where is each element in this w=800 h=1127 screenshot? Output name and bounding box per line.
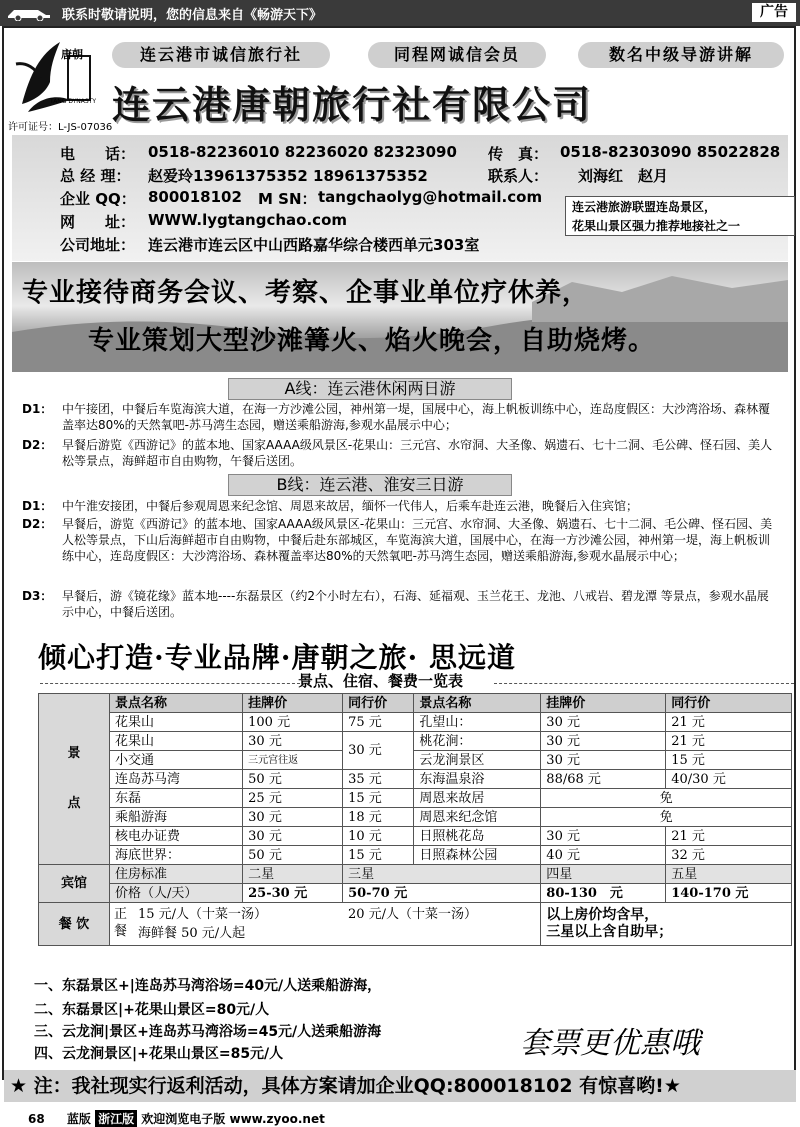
msn-label: M SN： xyxy=(258,190,317,208)
phone-value: 0518-82236010 82236020 82323090 xyxy=(148,143,457,161)
hotel-price-label: 价格（人/天） xyxy=(110,884,243,903)
meal-row xyxy=(39,903,792,946)
route-a-d1: 中午接团，中餐后车览海滨大道，在海一方沙滩公园，神州第一堤，国展中心，海上帆板训练中心，连岛度假区：大沙湾浴场、森林覆盖率达80%的天然氧吧-苏马湾生态园，赠送乘船游海,参观水晶展示中心； xyxy=(62,402,771,432)
table-row: 核电办证费 30 元 10 元 日照桃花岛 30 元 21 元 xyxy=(39,827,792,846)
promo-line-1: 连云港旅游联盟连岛景区， xyxy=(572,200,717,214)
meal-info xyxy=(110,903,541,946)
col-list-price-1: 挂牌价 xyxy=(243,694,343,713)
col-list-price-2: 挂牌价 xyxy=(541,694,666,713)
star-3-price: 50-70 元 xyxy=(343,884,541,903)
offer-1: 一、东磊景区+|连岛苏马湾浴场=40元/人送乘船游海， xyxy=(34,978,382,994)
manager-label: 总 经 理： xyxy=(60,167,131,185)
signature-text: 套票更优惠哦 xyxy=(520,1026,700,1061)
table-subtitle: 景点、住宿、餐费一览表 xyxy=(298,672,464,690)
hotel-price-row xyxy=(39,884,792,903)
tagline-3: 数名中级导游讲解 xyxy=(578,42,784,68)
star-2: 二星 xyxy=(243,865,343,884)
tagline-1: 连云港市诚信旅行社 xyxy=(112,42,330,68)
table-row: 花果山 100 元 75 元 孔望山： 30 元 21 元 xyxy=(39,713,792,732)
route-b-d1-label: D1： xyxy=(22,499,53,513)
logo xyxy=(10,34,96,118)
meal-price-3: 海鲜餐 50 元/人起 xyxy=(138,926,246,941)
route-a-title: A线：连云港休闲两日游 xyxy=(228,378,512,400)
address-value: 连云港市连云区中山西路嘉华综合楼西单元303室 xyxy=(148,236,480,254)
route-b-d1: 中午淮安接团，中餐后参观周恩来纪念馆、周恩来故居，缅怀一代伟人，后乘车赴连云港，晚餐后入住宾馆； xyxy=(62,499,639,513)
footer-url[interactable]: www.zyoo.net xyxy=(229,1112,325,1126)
table-row: 连岛苏马湾 50 元 35 元 东海温泉浴 88/68 元 40/30 元 xyxy=(39,770,792,789)
web-value: WWW.lygtangchao.com xyxy=(148,211,347,229)
qq-value: 800018102 xyxy=(148,188,242,206)
contact-person-value: 刘海红 赵月 xyxy=(578,167,669,185)
table-row: 小交通 三元宫往返 云龙涧景区 30 元 15 元 xyxy=(39,751,792,770)
col-trade-price-1: 同行价 xyxy=(343,694,414,713)
slogan: 倾心打造·专业品牌·唐朝之旅· 思远道 xyxy=(38,641,516,674)
route-b-d3: 早餐后，游《镜花缘》蓝本地----东磊景区（约2个小时左右），石海、延福观、玉兰花王、龙池、八戒岩、碧龙潭 等景点，参观水晶展示中心，中餐后送团。 xyxy=(62,589,769,619)
logo-text: 唐朝 xyxy=(61,48,83,61)
offer-4: 四、云龙涧景区|+花果山景区=85元/人 xyxy=(34,1046,284,1062)
route-b-d2: 早餐后，游览《西游记》的蓝本地、国家AAAA级风景区-花果山：三元宫、水帘洞、大圣像、娲遗石、七十二洞、毛公碑、怪石园、美人松等景点，下山后海鲜超市自由购物，中餐后赴东部城区，车览海滨大道，国展中心，在海一方沙滩公园，神州第一堤，海上帆板训练中心，连岛度假区：大沙湾浴场、森林覆盖率达80%的天然氧吧-苏马湾生态园，赠送乘船游海,参观水晶展示中心； xyxy=(62,517,773,563)
hotel-label: 宾馆 xyxy=(39,865,110,903)
car-icon xyxy=(4,5,54,21)
top-bar xyxy=(0,0,800,26)
route-b-d2-label: D2： xyxy=(22,517,53,531)
meal-price-2: 20 元/人（十菜一汤） xyxy=(348,907,478,922)
msn-value: tangchaolyg@hotmail.com xyxy=(318,188,543,206)
star-3: 三星 xyxy=(343,865,541,884)
table-row: 海底世界： 50 元 15 元 日照森林公园 40 元 32 元 xyxy=(39,846,792,865)
tagline-2: 同程网诚信会员 xyxy=(368,42,546,68)
company-name: 连云港唐朝旅行社有限公司 xyxy=(112,82,593,127)
scenic-side-label: 景 点 xyxy=(39,694,110,865)
star-5: 五星 xyxy=(666,865,792,884)
footer xyxy=(28,1110,325,1127)
footer-text: 欢迎浏览电子版 xyxy=(141,1112,226,1126)
qq-label: 企业 QQ： xyxy=(60,190,136,208)
manager-value: 赵爱玲13961375352 18961375352 xyxy=(148,167,428,185)
star-4-price: 80-130 元 xyxy=(541,884,666,903)
banner-line-2: 专业策划大型沙滩篝火、焰火晚会，自助烧烤。 xyxy=(88,326,656,356)
edition: 蓝版 xyxy=(66,1112,91,1126)
table-row: 乘船游海 30 元 18 元 周恩来纪念馆 免 xyxy=(39,808,792,827)
web-label: 网 址： xyxy=(60,213,136,231)
bottom-note: ★ 注：我社现实行返利活动，具体方案请加企业QQ:800018102 有惊喜哟!★ xyxy=(4,1070,796,1102)
fax-label: 传 真： xyxy=(488,145,549,163)
table-row: 东磊 25 元 15 元 周恩来故居 免 xyxy=(39,789,792,808)
hotel-standard: 住房标准 xyxy=(110,865,243,884)
table-header-row xyxy=(39,694,792,713)
route-a-d1-label: D1： xyxy=(22,402,53,416)
logo-subtext: TANG DYNASTY xyxy=(50,98,97,105)
address-label: 公司地址： xyxy=(60,236,136,254)
promo-box xyxy=(565,196,795,236)
meal-label: 餐 饮 xyxy=(39,903,110,946)
route-a-d2: 早餐后游览《西游记》的蓝本地、国家AAAA级风景区-花果山：三元宫、水帘洞、大圣像、娲遗石、七十二洞、毛公碑、怪石园、美人松等景点，海鲜超市自由购物，午餐后送团。 xyxy=(62,438,773,468)
route-b-title: B线：连云港、淮安三日游 xyxy=(228,474,512,496)
offer-2: 二、东磊景区|+花果山景区=80元/人 xyxy=(34,1002,270,1018)
star-4: 四星 xyxy=(541,865,666,884)
col-trade-price-2: 同行价 xyxy=(666,694,792,713)
hotel-row xyxy=(39,865,792,884)
route-a-d2-label: D2： xyxy=(22,438,53,452)
contact-person-label: 联系人： xyxy=(488,167,549,185)
meal-note: 以上房价均含早， 三星以上含自助早； xyxy=(541,903,792,946)
phone-label: 电 话： xyxy=(60,145,136,163)
header-notice: 联系时敬请说明，您的信息来自《畅游天下》 xyxy=(62,8,323,23)
table-row: 花果山 30 元 30 元 桃花涧： 30 元 21 元 xyxy=(39,732,792,751)
divider-right xyxy=(494,683,794,684)
page-number: 68 xyxy=(28,1112,45,1126)
route-b-d3-label: D3： xyxy=(22,589,53,603)
divider-left xyxy=(40,683,300,684)
star-2-price: 25-30 元 xyxy=(243,884,343,903)
col-name-1: 景点名称 xyxy=(110,694,243,713)
banner-line-1: 专业接待商务会议、考察、企事业单位疗休养， xyxy=(22,278,590,308)
region-badge: 浙江版 xyxy=(95,1110,137,1127)
license-number: 许可证号：L-JS-07036 xyxy=(8,122,113,133)
star-5-price: 140-170 元 xyxy=(666,884,792,903)
fax-value: 0518-82303090 85022828 xyxy=(560,143,781,161)
ad-label: 广告 xyxy=(752,3,796,22)
meal-standard: 正餐 xyxy=(114,907,128,939)
col-name-2: 景点名称 xyxy=(414,694,541,713)
meal-price-1: 15 元/人（十菜一汤） xyxy=(138,907,268,922)
offer-3: 三、云龙涧|景区+连岛苏马湾浴场=45元/人送乘船游海 xyxy=(34,1024,382,1040)
price-table xyxy=(38,693,792,946)
promo-line-2: 花果山景区强力推荐地接社之一 xyxy=(572,219,741,233)
